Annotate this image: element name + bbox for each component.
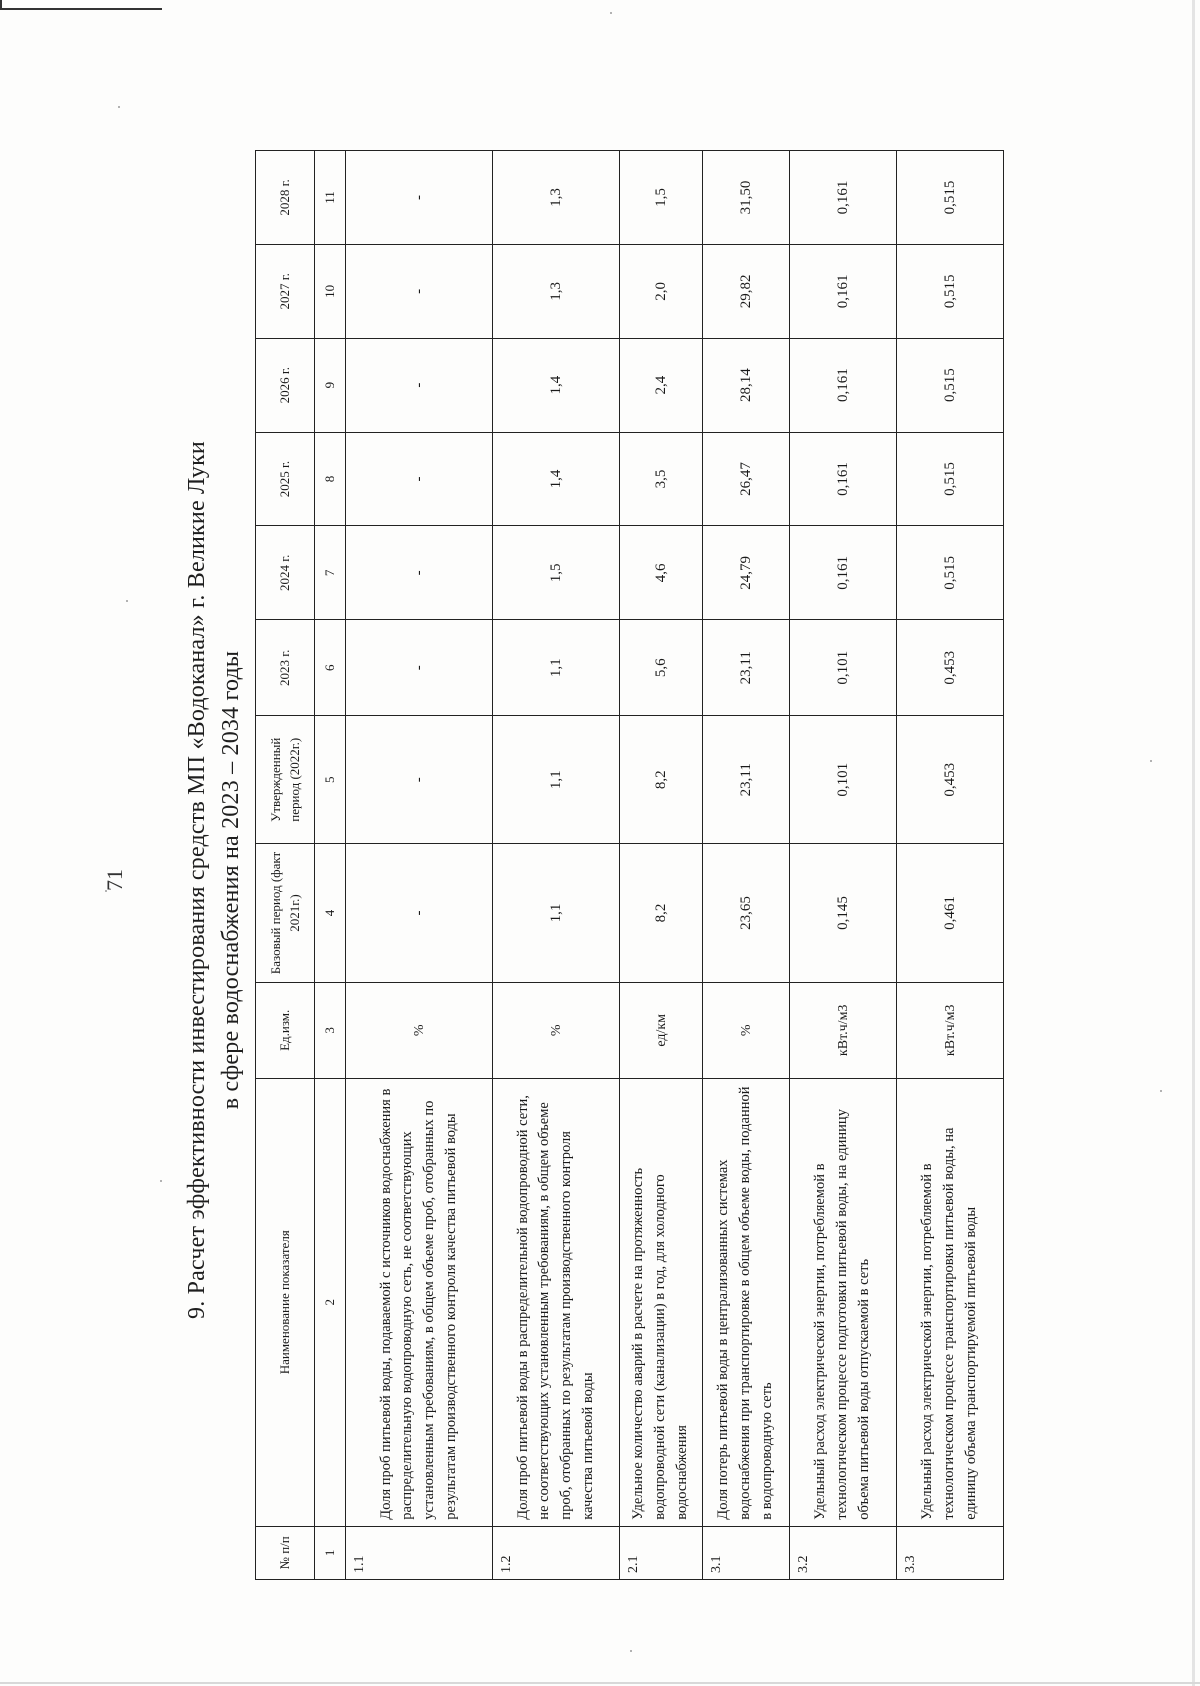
value-2028: 0,515 bbox=[897, 151, 1004, 245]
value-2026: 1,4 bbox=[493, 338, 620, 432]
value-2026: 28,14 bbox=[703, 338, 790, 432]
value-2028: 31,50 bbox=[703, 151, 790, 245]
header-2024: 2024 г. bbox=[256, 526, 315, 620]
value-2023: 1,1 bbox=[493, 620, 620, 716]
indicator-unit: % bbox=[493, 982, 620, 1078]
row-number: 1.1 bbox=[346, 1526, 493, 1579]
table-row bbox=[346, 151, 493, 1580]
value-2028: 1,5 bbox=[620, 151, 703, 245]
value-2023: 0,101 bbox=[790, 620, 897, 716]
value-2026: - bbox=[346, 338, 493, 432]
indicators-table bbox=[255, 150, 1004, 1580]
value-approved-2022: 8,2 bbox=[620, 716, 703, 844]
value-approved-2022: 1,1 bbox=[493, 716, 620, 844]
header-2023: 2023 г. bbox=[256, 620, 315, 716]
column-number: 4 bbox=[315, 844, 346, 983]
indicator-name: Удельный расход электрической энергии, потребляемой в технологическом процессе подготовки питьевой воды, на единицу объема питьевой воды отпускаемой в сеть bbox=[790, 1078, 897, 1526]
value-base-2021: 1,1 bbox=[493, 844, 620, 983]
table-row bbox=[790, 151, 897, 1580]
value-2025: 1,4 bbox=[493, 432, 620, 526]
indicator-name: Удельное количество аварий в расчете на протяженность водопроводной сети (канализации) в год, для холодного водоснабжения bbox=[620, 1078, 703, 1526]
column-number: 11 bbox=[315, 151, 346, 245]
value-2024: 4,6 bbox=[620, 526, 703, 620]
value-base-2021: 0,145 bbox=[790, 844, 897, 983]
row-number: 2.1 bbox=[620, 1526, 703, 1579]
scan-speck bbox=[630, 1650, 632, 1652]
value-2024: 24,79 bbox=[703, 526, 790, 620]
value-2023: 23,11 bbox=[703, 620, 790, 716]
value-2027: 0,161 bbox=[790, 244, 897, 338]
value-2025: 3,5 bbox=[620, 432, 703, 526]
value-2024: 0,161 bbox=[790, 526, 897, 620]
scan-right-edge bbox=[1192, 0, 1195, 1686]
scan-corner-mark bbox=[0, 0, 162, 10]
rotated-content bbox=[100, 140, 1110, 1620]
column-number-row bbox=[315, 151, 346, 1580]
value-2027: - bbox=[346, 244, 493, 338]
value-approved-2022: - bbox=[346, 716, 493, 844]
value-2027: 0,515 bbox=[897, 244, 1004, 338]
header-approved: Утвержденный период (2022г.) bbox=[256, 716, 315, 844]
header-2028: 2028 г. bbox=[256, 151, 315, 245]
value-2025: 0,161 bbox=[790, 432, 897, 526]
indicator-unit: % bbox=[346, 982, 493, 1078]
value-base-2021: 8,2 bbox=[620, 844, 703, 983]
column-number: 10 bbox=[315, 244, 346, 338]
value-2028: 0,161 bbox=[790, 151, 897, 245]
scan-speck bbox=[1150, 760, 1152, 762]
table-header-row bbox=[256, 151, 315, 1580]
row-number: 3.1 bbox=[703, 1526, 790, 1579]
column-number: 5 bbox=[315, 716, 346, 844]
column-number: 3 bbox=[315, 982, 346, 1078]
indicator-unit: ед/км bbox=[620, 982, 703, 1078]
table-row bbox=[620, 151, 703, 1580]
column-number: 8 bbox=[315, 432, 346, 526]
value-2026: 2,4 bbox=[620, 338, 703, 432]
header-base: Базовый период (факт 2021г.) bbox=[256, 844, 315, 983]
value-2026: 0,161 bbox=[790, 338, 897, 432]
indicator-name: Доля проб питьевой воды, подаваемой с источников водоснабжения в распределительную водопроводную сеть, не соответствующих установленным требованиям, в общем объеме проб, отобранных по результатам производственного контроля качества питьевой воды bbox=[346, 1078, 493, 1526]
scan-speck bbox=[1160, 1090, 1162, 1092]
value-2023: 0,453 bbox=[897, 620, 1004, 716]
header-name: Наименование показателя bbox=[256, 1078, 315, 1526]
page-number: 71 bbox=[102, 869, 127, 891]
value-2023: - bbox=[346, 620, 493, 716]
value-2028: 1,3 bbox=[493, 151, 620, 245]
value-2026: 0,515 bbox=[897, 338, 1004, 432]
value-2028: - bbox=[346, 151, 493, 245]
row-number: 3.3 bbox=[897, 1526, 1004, 1579]
value-2025: - bbox=[346, 432, 493, 526]
value-2023: 5,6 bbox=[620, 620, 703, 716]
value-base-2021: - bbox=[346, 844, 493, 983]
table-row bbox=[493, 151, 620, 1580]
scan-speck bbox=[610, 12, 612, 14]
header-unit: Ед.изм. bbox=[256, 982, 315, 1078]
value-base-2021: 0,461 bbox=[897, 844, 1004, 983]
value-approved-2022: 0,453 bbox=[897, 716, 1004, 844]
column-number: 1 bbox=[315, 1526, 346, 1579]
column-number: 6 bbox=[315, 620, 346, 716]
document-title: 9. Расчет эффективности инвестирования средств МП «Водоканал» г. Великие Луки bbox=[184, 441, 210, 1319]
value-2025: 26,47 bbox=[703, 432, 790, 526]
header-num: № п/п bbox=[256, 1526, 315, 1579]
value-base-2021: 23,65 bbox=[703, 844, 790, 983]
column-number: 2 bbox=[315, 1078, 346, 1526]
indicator-unit: кВт.ч/м3 bbox=[897, 982, 1004, 1078]
header-2025: 2025 г. bbox=[256, 432, 315, 526]
value-2024: - bbox=[346, 526, 493, 620]
indicator-name: Доля потерь питьевой воды в централизованных системах водоснабжения при транспортировке в общем объеме воды, поданной в водопроводную сеть bbox=[703, 1078, 790, 1526]
value-2027: 29,82 bbox=[703, 244, 790, 338]
indicator-name: Доля проб питьевой воды в распределительной водопроводной сети, не соответствующих установленным требованиям, в общем объеме проб, отобранных по результатам производственного контроля качества питьевой воды bbox=[493, 1078, 620, 1526]
value-2027: 2,0 bbox=[620, 244, 703, 338]
header-2027: 2027 г. bbox=[256, 244, 315, 338]
table-row bbox=[703, 151, 790, 1580]
indicator-unit: % bbox=[703, 982, 790, 1078]
value-2024: 0,515 bbox=[897, 526, 1004, 620]
value-2027: 1,3 bbox=[493, 244, 620, 338]
indicator-unit: кВт.ч/м3 bbox=[790, 982, 897, 1078]
scan-bottom-edge bbox=[0, 1682, 1200, 1684]
value-2025: 0,515 bbox=[897, 432, 1004, 526]
column-number: 7 bbox=[315, 526, 346, 620]
scan-speck bbox=[118, 106, 120, 108]
table-row bbox=[897, 151, 1004, 1580]
document-subtitle: в сфере водоснабжения на 2023 – 2034 годы bbox=[218, 650, 244, 1110]
value-approved-2022: 0,101 bbox=[790, 716, 897, 844]
row-number: 3.2 bbox=[790, 1526, 897, 1579]
value-approved-2022: 23,11 bbox=[703, 716, 790, 844]
indicator-name: Удельный расход электрической энергии, потребляемой в технологическом процессе транспортировки питьевой воды, на единицу объема транспортируемой питьевой воды bbox=[897, 1078, 1004, 1526]
column-number: 9 bbox=[315, 338, 346, 432]
value-2024: 1,5 bbox=[493, 526, 620, 620]
row-number: 1.2 bbox=[493, 1526, 620, 1579]
header-2026: 2026 г. bbox=[256, 338, 315, 432]
